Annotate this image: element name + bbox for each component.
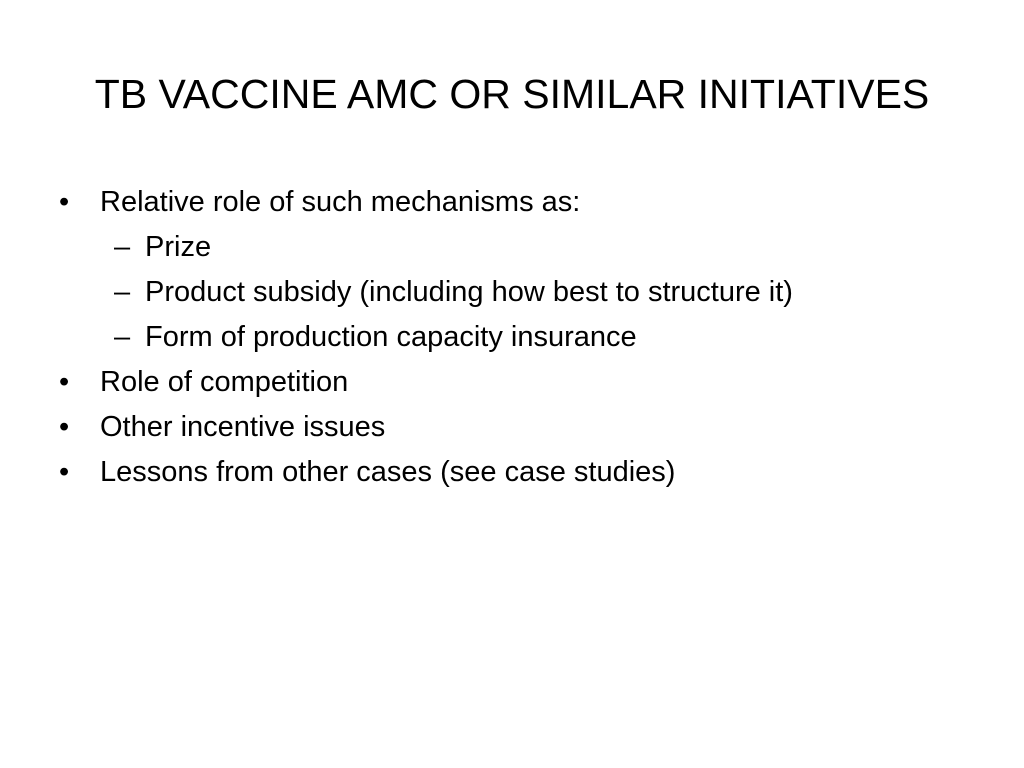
- bullet-item: [58, 405, 988, 450]
- sub-bullet-marker: –: [114, 321, 131, 353]
- slide-title: TB VACCINE AMC OR SIMILAR INITIATIVES: [94, 71, 930, 117]
- sub-bullet-marker: –: [114, 276, 131, 308]
- bullet-text: Lessons from other cases (see case studies): [100, 456, 676, 488]
- sub-bullet-marker: –: [114, 231, 131, 263]
- sub-bullet-item: [58, 225, 988, 270]
- sub-bullet-item: [58, 315, 988, 360]
- sub-bullet-text: Prize: [145, 231, 212, 263]
- bullet-marker: •: [59, 186, 70, 218]
- bullet-text: Other incentive issues: [100, 411, 386, 443]
- sub-bullet-text: Product subsidy (including how best to structure it): [145, 276, 793, 308]
- bullet-text: Role of competition: [100, 366, 349, 398]
- sub-bullet-text: Form of production capacity insurance: [145, 321, 637, 353]
- bullet-marker: •: [59, 366, 70, 398]
- bullet-item: [58, 180, 988, 225]
- bullet-marker: •: [59, 456, 70, 488]
- sub-bullet-item: [58, 270, 988, 315]
- bullet-text: Relative role of such mechanisms as:: [100, 186, 581, 218]
- bullet-marker: •: [59, 411, 70, 443]
- bullet-item: [58, 450, 988, 495]
- bullet-item: [58, 360, 988, 405]
- bullet-list: [58, 180, 988, 495]
